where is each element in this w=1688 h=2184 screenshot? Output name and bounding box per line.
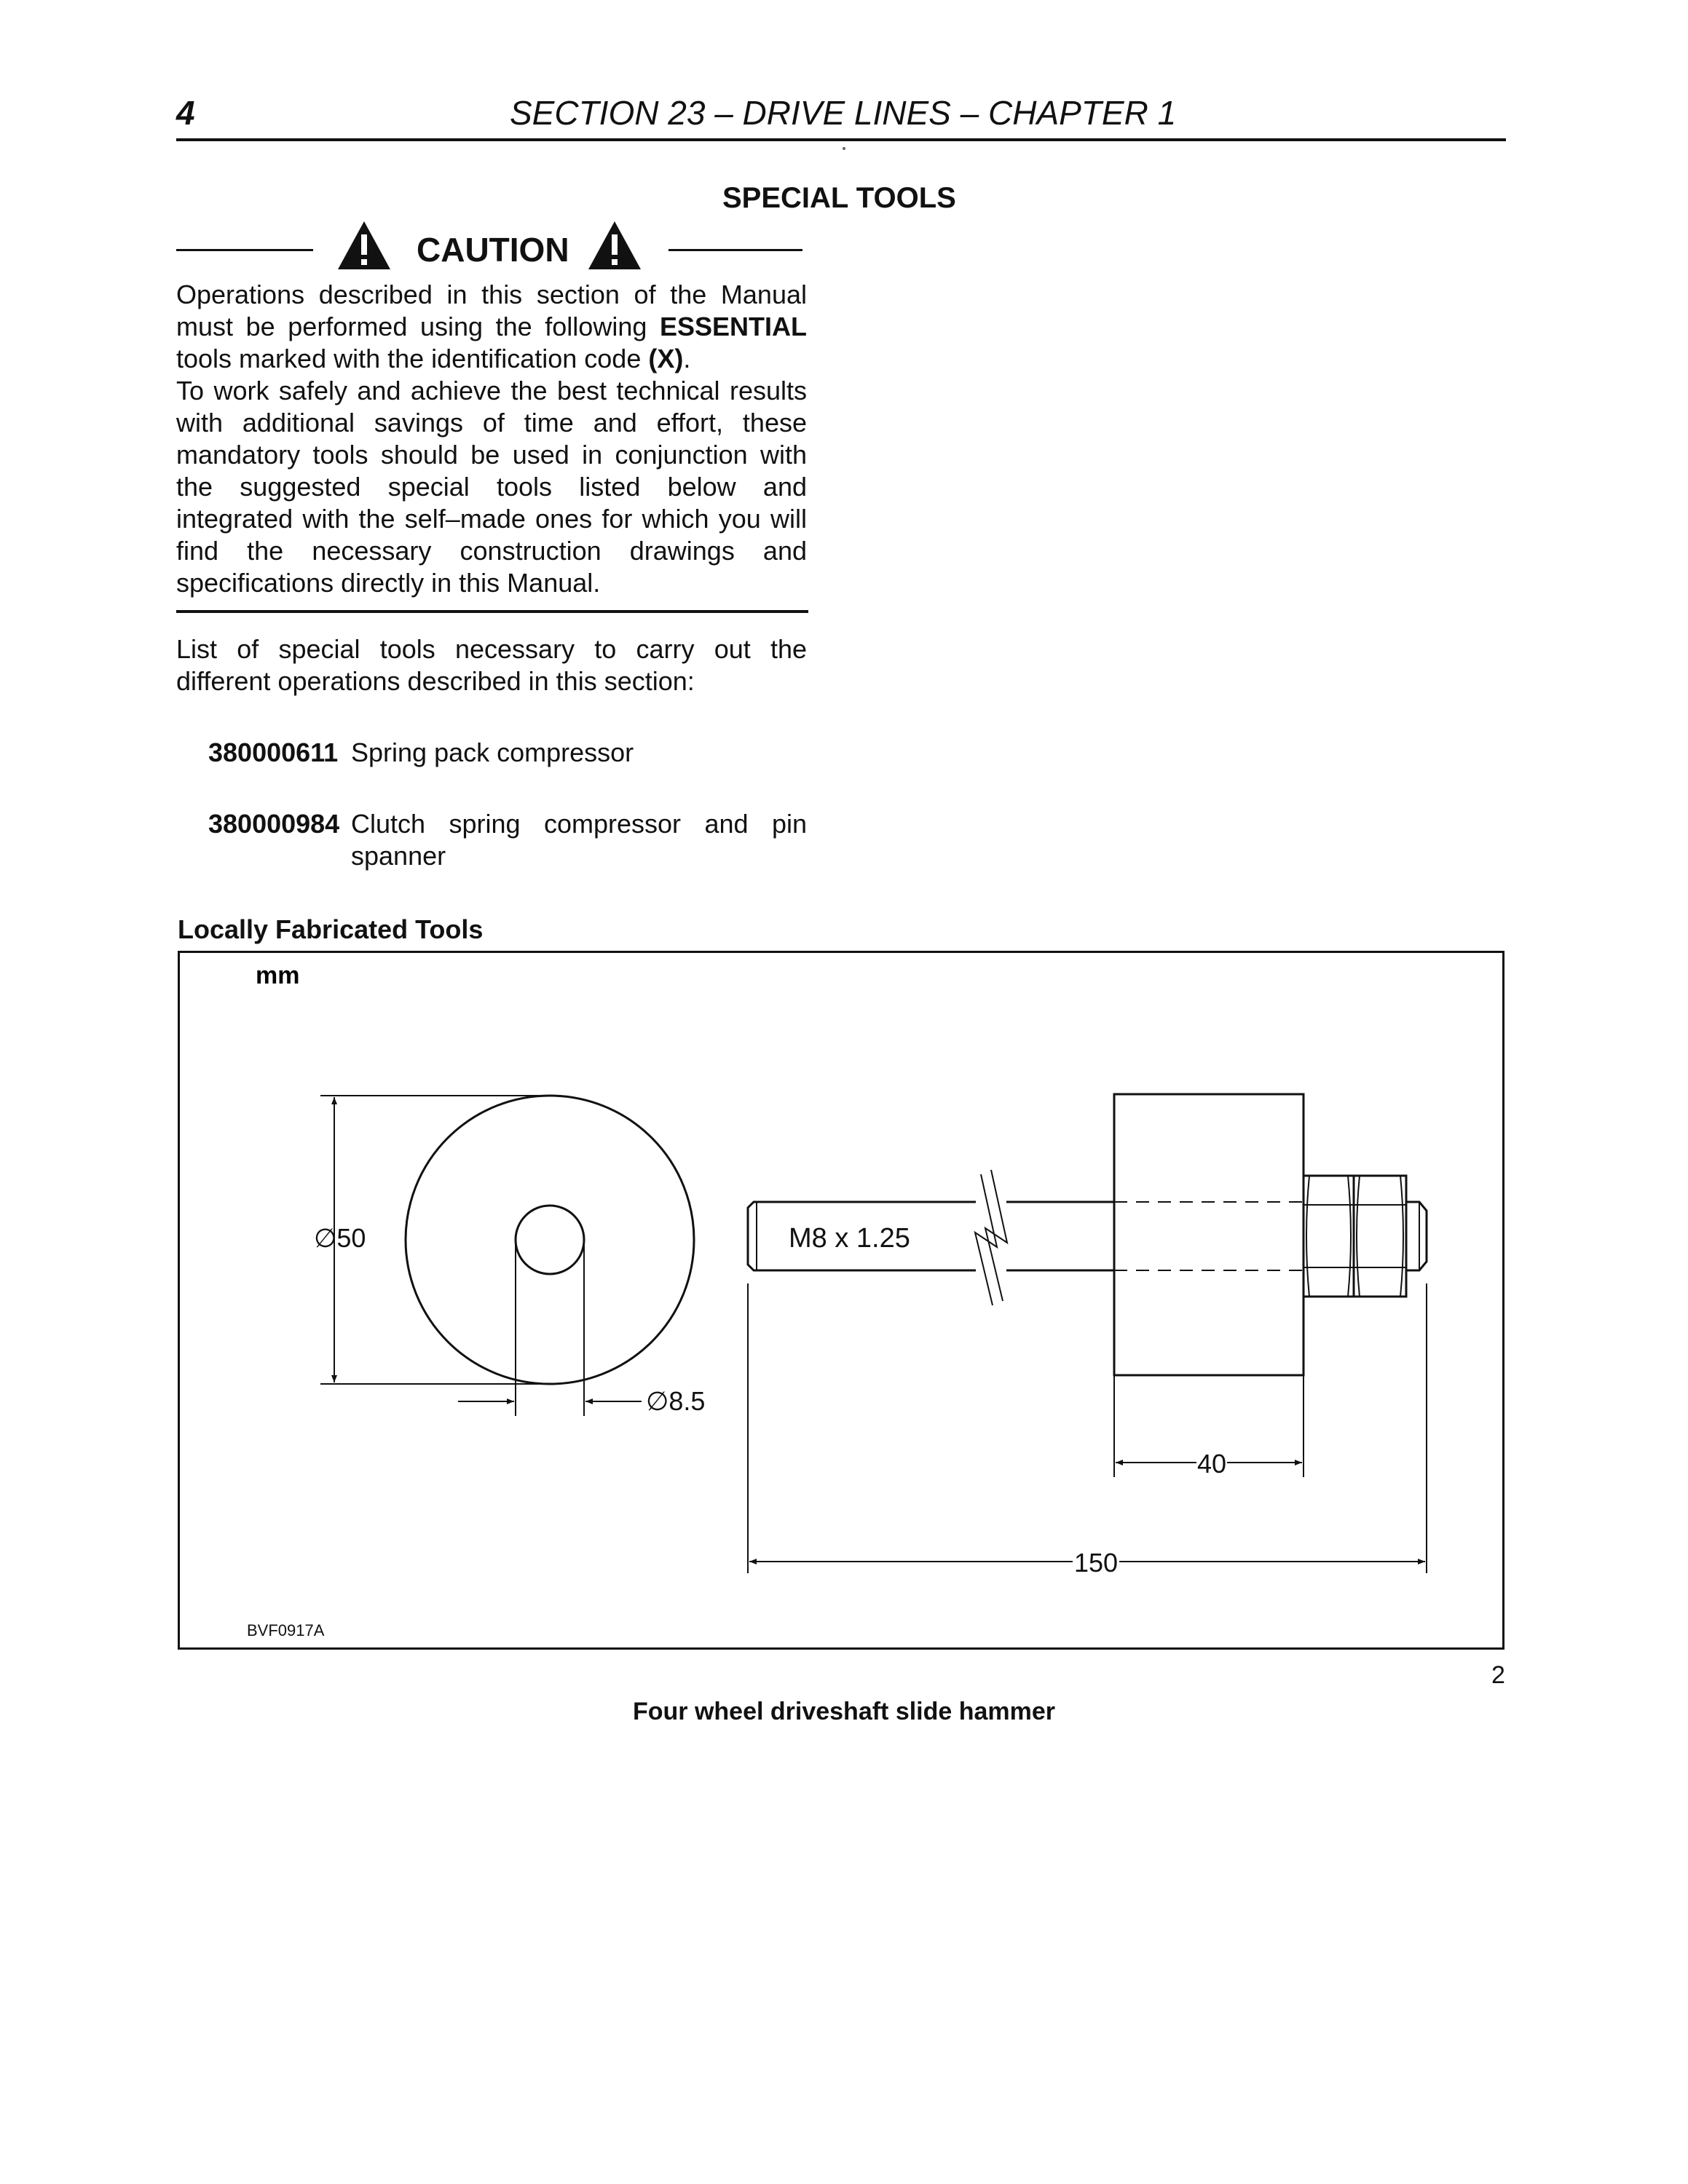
shaft-break-symbol <box>975 1170 1007 1305</box>
caution-paragraph-1: Operations described in this section of the Manual must be performed using the following ESSENTIAL tools marked with the identification code (X). <box>176 280 807 373</box>
warning-triangle-icon <box>587 220 642 271</box>
speck-mark <box>843 147 845 150</box>
section-heading: SPECIAL TOOLS <box>722 182 956 214</box>
units-label: mm <box>256 962 300 989</box>
outer-diameter-label: ∅50 <box>314 1223 366 1253</box>
nut-chamfer <box>1306 1176 1309 1297</box>
thread-label: M8 x 1.25 <box>789 1223 910 1254</box>
slide-hammer-drawing <box>180 953 1507 1652</box>
tool-description: Clutch spring compressor and pin spanner <box>351 809 807 871</box>
warning-triangle-icon <box>336 220 392 271</box>
caution-left-rule <box>176 249 313 251</box>
figure-caption: Four wheel driveshaft slide hammer <box>632 1698 1056 1725</box>
washer-view <box>320 1096 694 1416</box>
caution-paragraph-2: To work safely and achieve the best technical results with additional savings of time and effort, these mandatory tools should be used in conjunction with the suggested special tools listed below and integrated with the self–made ones for which you will find the necessary construction drawings and specifications directly in this Manual. <box>176 376 807 598</box>
fabricated-tools-heading: Locally Fabricated Tools <box>178 914 484 944</box>
washer-bore-circle <box>516 1206 584 1274</box>
slide-weight-block <box>1114 1094 1304 1375</box>
washer-outer-circle <box>406 1096 694 1384</box>
header-rule <box>176 138 1506 141</box>
tool-code: 380000611 <box>208 737 339 767</box>
tool-code: 380000984 <box>208 809 340 839</box>
total-length-label: 150 <box>1073 1548 1119 1578</box>
nut-chamfer <box>1348 1176 1351 1297</box>
figure-number: 2 <box>1491 1661 1505 1689</box>
caution-body <box>176 279 807 599</box>
tools-intro: List of special tools necessary to carry out the different operations described in this section: <box>176 634 807 696</box>
caution-banner <box>176 218 802 277</box>
tool-description: Spring pack compressor <box>351 737 634 767</box>
technical-drawing <box>178 951 1504 1650</box>
shaft-dimensions <box>748 1283 1427 1573</box>
caution-right-rule <box>669 249 802 251</box>
page-header-title: SECTION 23 – DRIVE LINES – CHAPTER 1 <box>510 94 1177 132</box>
nut-chamfer <box>1357 1176 1360 1297</box>
weight-length-label: 40 <box>1196 1449 1227 1479</box>
caution-bottom-rule <box>176 610 808 613</box>
drawing-code: BVF0917A <box>247 1621 325 1639</box>
shaft-end <box>1406 1202 1427 1270</box>
bore-diameter-label: ∅8.5 <box>646 1386 706 1416</box>
page-number: 4 <box>176 94 195 132</box>
nut-chamfer <box>1400 1176 1403 1297</box>
caution-title: CAUTION <box>417 231 569 269</box>
